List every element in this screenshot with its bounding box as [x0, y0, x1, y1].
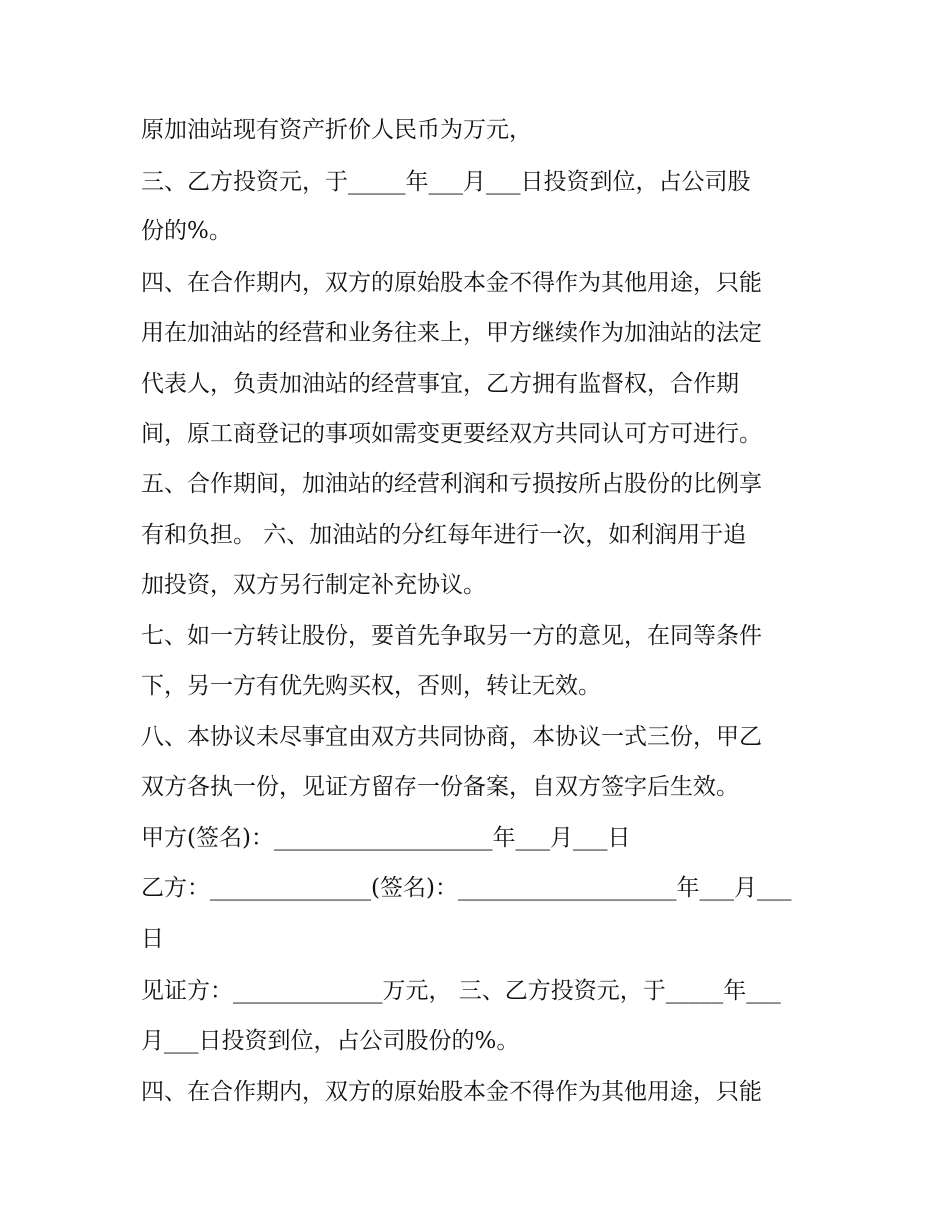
text-line: 原加油站现有资产折价人民币为万元， — [141, 117, 532, 143]
text-line: 月___日投资到位，占公司股份的%。 — [141, 1028, 520, 1054]
text-line: 七、如一方转让股份，要首先争取另一方的意见，在同等条件 — [141, 623, 762, 649]
text-line: 用在加油站的经营和业务往来上，甲方继续作为加油站的法定 — [141, 320, 762, 346]
signature-line-party-b: 乙方：______________(签名)：___________________年___月___ — [141, 875, 792, 901]
signature-line-witness: 见证方：_____________万元， 三、乙方投资元，于_____年___ — [141, 978, 781, 1004]
text-line: 下，另一方有优先购买权，否则，转让无效。 — [141, 673, 601, 699]
text-line: 份的%。 — [141, 218, 232, 244]
text-line: 间，原工商登记的事项如需变更要经双方共同认可方可进行。 — [141, 421, 762, 447]
text-line: 八、本协议未尽事宜由双方共同协商，本协议一式三份，甲乙 — [141, 724, 762, 750]
text-line: 四、在合作期内，双方的原始股本金不得作为其他用途，只能 — [141, 1079, 762, 1105]
signature-line-party-a: 甲方(签名)：___________________年___月___日 — [141, 825, 631, 851]
text-line: 加投资，双方另行制定补充协议。 — [141, 572, 486, 598]
text-line: 五、合作期间，加油站的经营利润和亏损按所占股份的比例享 — [141, 471, 762, 497]
text-line: 双方各执一份，见证方留存一份备案，自双方签字后生效。 — [141, 774, 739, 800]
text-line: 日 — [141, 926, 164, 952]
text-line: 有和负担。 六、加油站的分红每年进行一次，如利润用于追 — [141, 522, 747, 548]
text-line: 代表人，负责加油站的经营事宜，乙方拥有监督权，合作期 — [141, 371, 739, 397]
text-line: 三、乙方投资元，于_____年___月___日投资到位，占公司股 — [141, 169, 751, 195]
text-line: 四、在合作期内，双方的原始股本金不得作为其他用途，只能 — [141, 270, 762, 296]
